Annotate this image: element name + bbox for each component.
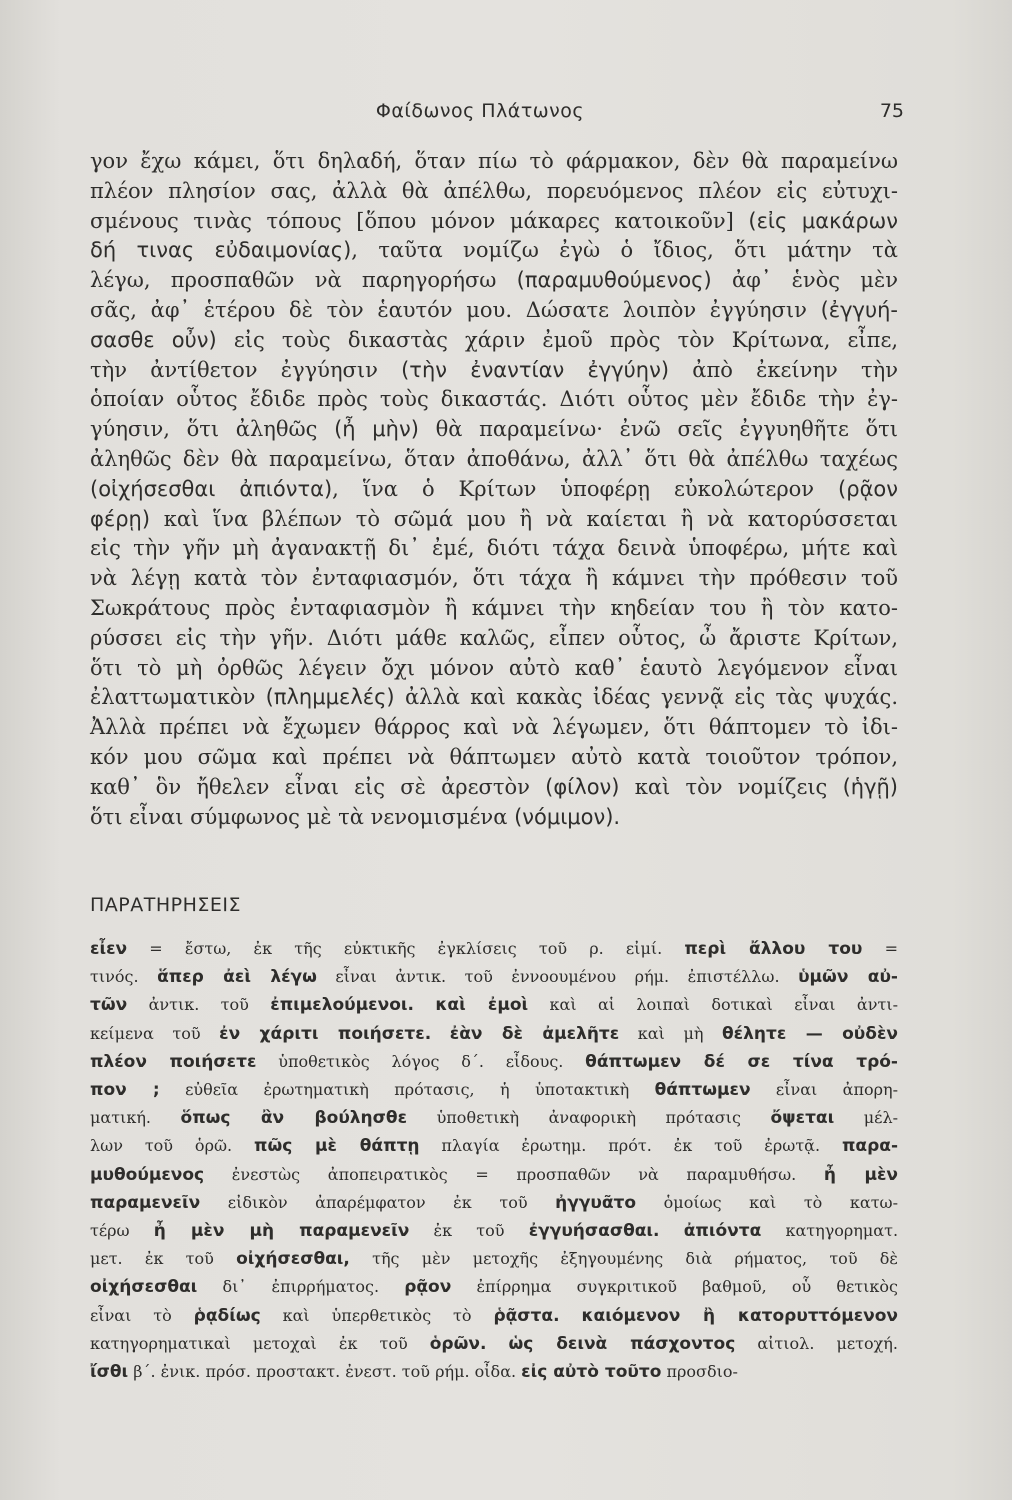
- text-segment: νὰ λέγῃ κατὰ τὸν ἐνταφιασμόν, ὅτι τάχα ἢ κάμνει τὴν πρόθεσιν τοῦ: [90, 566, 898, 591]
- text-segment: ὅτι τὸ μὴ ὀρθῶς λέγειν ὄχι μόνον αὐτὸ καθ᾽ ἑαυτὸ λεγόμενον εἶναι: [90, 655, 898, 680]
- emphasized-text: ρᾷον: [404, 1277, 452, 1298]
- text-segment: ἐνεστὼς ἀποπειρατικὸς = προσπαθῶν νὰ παραμυθήσω.: [204, 1164, 824, 1184]
- text-segment: πλέον πλησίον σας, ἀλλὰ θὰ ἀπέλθω, πορευόμενος πλέον εἰς εὐτυχι-: [90, 178, 898, 203]
- emphasized-text: ὡς δεινὰ πάσχοντος: [508, 1333, 736, 1354]
- text-segment: εἶναι ἀπορη-: [750, 1080, 898, 1100]
- note-line: [90, 935, 898, 963]
- emphasized-text: τῶν: [90, 995, 128, 1016]
- text-line: [90, 624, 898, 654]
- note-line: [90, 1048, 898, 1076]
- emphasized-text: θάπτωμεν: [654, 1080, 751, 1101]
- emphasized-text: (οἰχήσεσθαι ἀπιόντα): [90, 476, 333, 501]
- text-line: [90, 296, 898, 326]
- text-segment: εἰδικὸν ἀπαρέμφατον ἐκ τοῦ: [200, 1192, 556, 1212]
- text-segment: , ταῦτα νομίζω ἐγὼ ὁ ἴδιος, ὅτι μάτην τὰ: [351, 238, 898, 263]
- text-segment: κατηγορηματ.: [761, 1221, 899, 1241]
- emphasized-text: περὶ ἄλλου του: [684, 939, 863, 959]
- text-segment: = ἔστω, ἐκ τῆς εὐκτικῆς ἐγκλίσεις τοῦ ρ. εἰμί.: [127, 939, 685, 958]
- emphasized-text: ῥᾷστα.: [493, 1305, 560, 1326]
- notes-body: [90, 935, 898, 1386]
- text-segment: ἀπὸ ἐκείνην τὴν: [669, 357, 898, 382]
- text-line: [90, 266, 898, 296]
- emphasized-text: πον ;: [90, 1080, 160, 1101]
- emphasized-text: δή τινας εὐδαιμονίας): [90, 238, 352, 263]
- text-line: [90, 713, 898, 743]
- text-line: [90, 385, 898, 415]
- text-segment: αἰτιολ. μετοχή.: [735, 1333, 898, 1353]
- text-segment: κόν μου σῶμα καὶ πρέπει νὰ θάπτωμεν αὐτὸ κατὰ τοιοῦτον τρόπον,: [90, 744, 898, 769]
- text-line: [90, 415, 898, 445]
- emphasized-text: ἦ μὲν: [823, 1164, 898, 1185]
- note-line: [90, 1330, 898, 1358]
- emphasized-text: θέλητε — οὐδὲν: [722, 1023, 898, 1044]
- text-segment: ὑποθετικὸς λόγος δ΄. εἶδους.: [256, 1051, 586, 1071]
- text-segment: προσδιο-: [661, 1362, 738, 1382]
- text-segment: ματική.: [90, 1108, 181, 1128]
- emphasized-text: (ἦ μὴν): [334, 417, 419, 442]
- text-segment: γον ἔχω κάμει, ὅτι δηλαδή, ὅταν πίω τὸ φάρμακον, δὲν θὰ παραμείνω: [90, 149, 898, 173]
- emphasized-text: ὅπως ἂν βούλησθε: [180, 1108, 408, 1129]
- text-segment: Σωκράτους πρὸς ἐνταφιασμὸν ἢ κάμνει τὴν κηδείαν του ἢ τὸν κατο-: [90, 595, 898, 620]
- emphasized-text: ῥᾳδίως: [193, 1305, 261, 1326]
- text-segment: Ἀλλὰ πρέπει νὰ ἔχωμεν θάρρος καὶ νὰ λέγωμεν, ὅτι θάπτομεν τὸ ἰδι-: [90, 715, 898, 740]
- emphasized-text: φέρῃ): [90, 506, 151, 531]
- emphasized-text: ἐγγυήσασθαι.: [528, 1221, 660, 1242]
- emphasized-text: ὑμῶν αὐ-: [798, 967, 898, 988]
- note-line: [90, 1302, 898, 1330]
- emphasized-text: παραμενεῖν: [90, 1192, 201, 1213]
- text-segment: τῆς μὲν μετοχῆς ἐξηγουμένης διὰ ρήματος, τοῦ δὲ: [349, 1249, 898, 1269]
- text-segment: ἀντικ. τοῦ: [127, 995, 271, 1015]
- text-segment: [414, 995, 435, 1014]
- note-line: [90, 1020, 898, 1048]
- text-segment: [560, 1306, 582, 1325]
- emphasized-text: οἰχήσεσθαι,: [236, 1249, 350, 1270]
- main-text-body: [90, 147, 898, 832]
- emphasized-text: πῶς μὲ θάπτῃ: [254, 1136, 420, 1157]
- emphasized-text: οἰχήσεσθαι: [90, 1277, 198, 1298]
- text-segment: καὶ ἵνα βλέπων τὸ σῶμά μου ἢ νὰ καίεται ἢ νὰ κατορύσσεται: [150, 506, 898, 531]
- running-title: Φαίδωνος Πλάτωνος: [375, 100, 585, 122]
- notes-heading: ΠΑΡΑΤΗΡΗΣΕΙΣ: [90, 894, 241, 916]
- text-segment: εἰς τὴν γῆν μὴ ἀγανακτῇ δι᾽ ἐμέ, διότι τάχα δεινὰ ὑποφέρω, μήτε καὶ: [90, 536, 898, 561]
- note-line: [90, 1104, 898, 1132]
- text-segment: τέρω: [90, 1221, 154, 1241]
- text-segment: καὶ μὴ: [619, 1023, 722, 1043]
- text-line: [90, 683, 898, 713]
- text-line: [90, 236, 898, 266]
- text-segment: ἀληθῶς δὲν θὰ παραμείνω, ὅταν ἀποθάνω, ἀλλ᾽ ὅτι θὰ ἀπέλθω ταχέως: [90, 446, 898, 471]
- text-line: [90, 326, 898, 356]
- emphasized-text: (εἰς μακάρων: [748, 208, 898, 233]
- text-line: [90, 475, 898, 505]
- text-segment: κείμενα τοῦ: [90, 1023, 220, 1043]
- emphasized-text: (παραμυθούμενος): [516, 268, 712, 293]
- text-segment: καθ᾽ ὃν ἤθελεν εἶναι εἰς σὲ ἀρεστὸν: [90, 774, 546, 799]
- text-segment: σᾶς, ἀφ᾽ ἑτέρου δὲ τὸν ἑαυτόν μου. Δώσατε λοιπὸν ἐγγύησιν: [90, 297, 821, 322]
- text-segment: ὅτι εἶναι σύμφωνος μὲ τὰ νενομισμένα: [90, 804, 515, 829]
- emphasized-text: καὶ ἐμοὶ: [435, 995, 529, 1016]
- text-line: [90, 207, 898, 237]
- note-line: [90, 1358, 898, 1386]
- text-line: [90, 147, 898, 177]
- text-segment: [431, 1024, 450, 1043]
- text-segment: κατηγορηματικαὶ μετοχαὶ ἐκ τοῦ: [90, 1333, 430, 1353]
- text-segment: [486, 1334, 508, 1353]
- text-segment: ρύσσει εἰς τὴν γῆν. Διότι μάθε καλῶς, εἶπεν οὗτος, ὦ ἄριστε Κρίτων,: [90, 625, 898, 650]
- text-line: [90, 594, 898, 624]
- emphasized-text: (φίλον): [545, 774, 620, 799]
- text-segment: [660, 1221, 684, 1240]
- note-line: [90, 1189, 898, 1217]
- note-line: [90, 963, 898, 991]
- text-segment: =: [862, 939, 898, 958]
- emphasized-text: παρα-: [841, 1136, 898, 1157]
- text-segment: ὑποθετικὴ ἀναφορικὴ πρότασις: [407, 1108, 771, 1128]
- emphasized-text: ἐὰν δὲ ἀμελῆτε: [449, 1023, 620, 1044]
- page-header: [0, 96, 1012, 136]
- note-line: [90, 991, 898, 1019]
- note-line: [90, 1132, 898, 1160]
- text-segment: μετ. ἐκ τοῦ: [90, 1249, 237, 1269]
- text-segment: εἶναι ἀντικ. τοῦ ἐννοουμένου ρήμ. ἐπιστέλλω.: [316, 967, 799, 987]
- emphasized-text: (ἡγῇ): [842, 774, 898, 799]
- text-line: [90, 534, 898, 564]
- note-line: [90, 1161, 898, 1189]
- text-segment: καὶ αἱ λοιπαὶ δοτικαὶ εἶναι ἀντι-: [528, 995, 898, 1015]
- emphasized-text: ὄψεται: [770, 1108, 835, 1129]
- text-segment: πλαγία ἐρωτημ. πρότ. ἐκ τοῦ ἐρωτᾷ.: [419, 1136, 842, 1156]
- text-segment: καὶ τὸν νομίζεις: [619, 774, 843, 799]
- emphasized-text: καιόμενον ἢ κατορυττόμενον: [581, 1305, 899, 1326]
- text-line: [90, 564, 898, 594]
- text-segment: β΄. ἐνικ. πρόσ. προστακτ. ἐνεστ. τοῦ ρήμ. οἶδα.: [128, 1362, 522, 1382]
- emphasized-text: (πλημμελές): [265, 685, 395, 710]
- emphasized-text: ἐν χάριτι ποιήσετε.: [219, 1023, 432, 1044]
- emphasized-text: εἰς αὐτὸ τοῦτο: [521, 1362, 662, 1383]
- emphasized-text: (νόμιμον).: [514, 804, 621, 829]
- emphasized-text: μυθούμενος: [90, 1164, 205, 1185]
- text-segment: ἀλλὰ καὶ κακὰς ἰδέας γεννᾷ εἰς τὰς ψυχάς.: [394, 685, 898, 710]
- emphasized-text: ἴσθι: [90, 1362, 129, 1383]
- text-line: [90, 743, 898, 773]
- text-line: [90, 654, 898, 684]
- text-segment: δι᾽ ἐπιρρήματος.: [197, 1277, 405, 1297]
- emphasized-text: σασθε οὖν): [90, 327, 217, 352]
- emphasized-text: (ρᾷον: [838, 476, 898, 501]
- emphasized-text: πλέον ποιήσετε: [90, 1051, 257, 1072]
- text-line: [90, 803, 898, 833]
- emphasized-text: ὁρῶν.: [429, 1333, 487, 1354]
- text-segment: ἐκ τοῦ: [409, 1221, 529, 1241]
- emphasized-text: εἶεν: [90, 939, 128, 959]
- emphasized-text: ἦ μὲν μὴ παραμενεῖν: [153, 1221, 410, 1242]
- text-segment: λέγω, προσπαθῶν νὰ παρηγορήσω: [90, 268, 517, 293]
- text-line: [90, 356, 898, 386]
- emphasized-text: ἀπιόντα: [683, 1221, 762, 1242]
- emphasized-text: (ἐγγυή-: [820, 297, 898, 322]
- text-segment: εἰς τοὺς δικαστὰς χάριν ἐμοῦ πρὸς τὸν Κρίτωνα, εἶπε,: [216, 327, 899, 352]
- text-segment: ὁποίαν οὗτος ἔδιδε πρὸς τοὺς δικαστάς. Διότι οὗτος μὲν ἔδιδε τὴν ἐγ-: [90, 387, 898, 412]
- emphasized-text: ἐπιμελούμενοι.: [270, 995, 414, 1016]
- note-line: [90, 1076, 898, 1104]
- emphasized-text: ἅπερ ἀεὶ λέγω: [157, 967, 317, 988]
- text-line: [90, 505, 898, 535]
- note-line: [90, 1245, 898, 1273]
- text-segment: , ἵνα ὁ Κρίτων ὑποφέρῃ εὐκολώτερον: [332, 476, 839, 501]
- text-segment: ὁμοίως καὶ τὸ κατω-: [636, 1192, 898, 1212]
- text-line: [90, 773, 898, 803]
- emphasized-text: θάπτωμεν δέ σε τίνα τρό-: [585, 1051, 898, 1072]
- text-segment: σμένους τινὰς τόπους [ὅπου μόνον μάκαρες κατοικοῦν]: [90, 208, 749, 233]
- text-segment: ἐλαττωματικὸν: [90, 685, 266, 710]
- text-segment: τὴν ἀντίθετον ἐγγύησιν: [90, 357, 402, 382]
- text-line: [90, 445, 898, 475]
- text-segment: τινός.: [90, 967, 158, 987]
- text-segment: θὰ παραμείνω· ἐνῶ σεῖς ἐγγυηθῆτε ὅτι: [418, 417, 899, 442]
- emphasized-text: ἠγγυᾶτο: [555, 1192, 637, 1213]
- text-segment: λων τοῦ ὁρῶ.: [90, 1136, 255, 1156]
- text-segment: μέλ-: [834, 1108, 898, 1128]
- text-segment: γύησιν, ὅτι ἀληθῶς: [90, 417, 335, 442]
- note-line: [90, 1217, 898, 1245]
- text-segment: εὐθεῖα ἐρωτηματικὴ πρότασις, ἡ ὑποτακτικὴ: [159, 1080, 655, 1100]
- text-line: [90, 177, 898, 207]
- page-number: 75: [879, 100, 904, 122]
- text-segment: εἶναι τὸ: [90, 1305, 194, 1325]
- text-segment: ἀφ᾽ ἑνὸς μὲν: [711, 268, 898, 293]
- note-line: [90, 1273, 898, 1301]
- text-segment: καὶ ὑπερθετικὸς τὸ: [260, 1305, 494, 1325]
- text-segment: ἐπίρρημα συγκριτικοῦ βαθμοῦ, οὗ θετικὸς: [451, 1277, 899, 1297]
- emphasized-text: (τὴν ἐναντίαν ἐγγύην): [401, 357, 670, 382]
